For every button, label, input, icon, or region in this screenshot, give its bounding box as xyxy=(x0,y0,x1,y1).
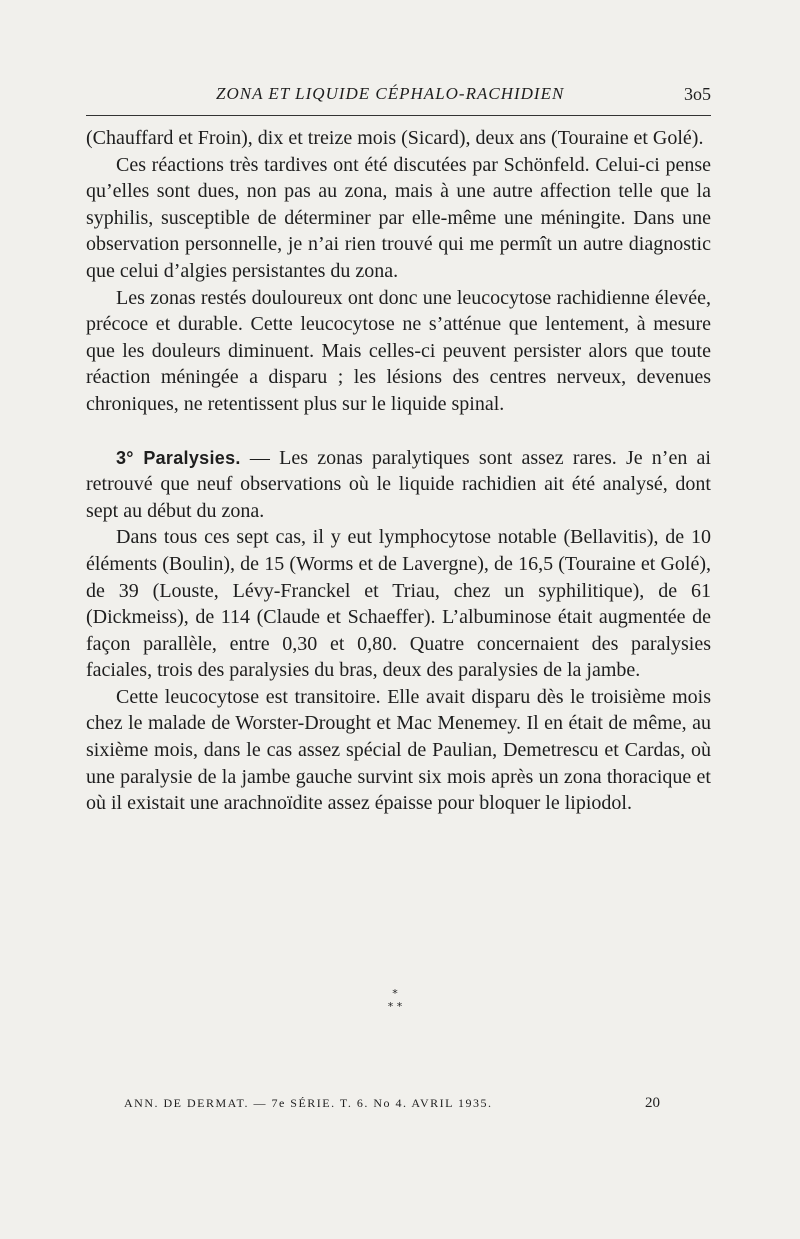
paragraph: Dans tous ces sept cas, il y eut lymphocytose notable (Bellavitis), de 10 éléments (Boulin), de 15 (Worms et de Lavergne), de 16,5 (Touraine et Golé), de 39 (Louste, Lévy-Franckel et Triau, chez un syphilitique), de 61 (Dickmeiss), de 114 (Claude et Schaeffer). L’albuminose était augmentée de façon parallèle, entre 0,30 et 0,80. Quatre concernaient des paralysies faciales, trois des paralysies du bras, deux des paralysies de la jambe. xyxy=(86,526,711,682)
page-footer xyxy=(124,1096,660,1116)
paragraph: Les zonas restés douloureux ont donc une leucocytose rachidienne élevée, précoce et durable. Cette leucocytose ne s’atténue que lentement, à mesure que les douleurs diminuent. Mais celles-ci peuvent persister alors que toute réaction méningée a disparu ; les lésions des centres nerveux, devenues chroniques, ne retentissent plus sur le liquide spinal. xyxy=(86,286,711,415)
running-title: ZONA ET LIQUIDE CÉPHALO-RACHIDIEN xyxy=(216,84,565,103)
asterism-bottom: * * xyxy=(387,1000,403,1013)
section-lead-text: — Les zonas paralytiques sont assez rares. Je n’en ai retrouvé que neuf observations où le liquide rachidien ait été analysé, dont sept au début du zona. xyxy=(86,446,711,522)
paragraph-continuation: (Chauffard et Froin), dix et treize mois (Sicard), deux ans (Touraine et Golé). xyxy=(86,127,704,149)
header-rule xyxy=(86,115,711,116)
paragraph: Cette leucocytose est transitoire. Elle avait disparu dès le troisième mois chez le malade de Worster-Drought et Mac Menemey. Il en était de même, au sixième mois, dans le cas assez spécial de Paulian, Demetrescu et Cardas, où une paralysie de la jambe gauche survint six mois après un zona thoracique et où il existait une arachnoïdite assez épaisse pour bloquer le lipiodol. xyxy=(86,685,711,815)
page-number: 3o5 xyxy=(684,84,711,104)
body-text xyxy=(86,125,711,817)
asterism xyxy=(365,987,425,1027)
section-paragraph xyxy=(86,445,711,525)
asterism-top: * xyxy=(392,987,398,1000)
journal-citation: ANN. DE DERMAT. — 7e SÉRIE. T. 6. No 4. AVRIL 1935. xyxy=(124,1096,493,1110)
section-heading: 3° Paralysies. xyxy=(116,447,241,468)
signature-mark: 20 xyxy=(645,1095,660,1111)
paragraph: Ces réactions très tardives ont été discutées par Schönfeld. Celui-ci pense qu’elles sont dues, non pas au zona, mais à une autre affection telle que la syphilis, susceptible de déterminer par elle-même une méningite. Dans une observation personnelle, je n’ai rien trouvé qui me permît un autre diagnostic que celui d’algies persistantes du zona. xyxy=(86,153,711,282)
running-header xyxy=(86,82,711,112)
